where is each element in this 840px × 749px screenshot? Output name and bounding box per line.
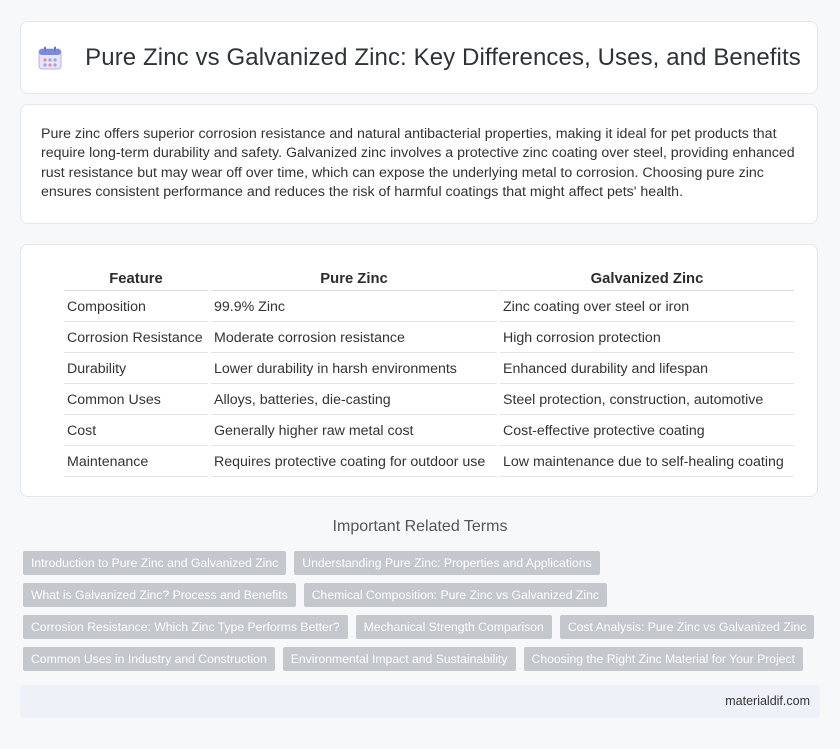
table-row bbox=[64, 324, 794, 353]
table-row bbox=[64, 448, 794, 477]
feature-cell: Durability bbox=[64, 355, 208, 384]
feature-cell: Composition bbox=[64, 293, 208, 322]
related-term-link[interactable]: Environmental Impact and Sustainability bbox=[283, 647, 516, 671]
pure-zinc-cell: Moderate corrosion resistance bbox=[211, 324, 497, 353]
related-term-link[interactable]: Cost Analysis: Pure Zinc vs Galvanized Zinc bbox=[560, 615, 814, 639]
pure-zinc-cell: Alloys, batteries, die-casting bbox=[211, 386, 497, 415]
tag-row bbox=[23, 551, 803, 575]
galvanized-zinc-cell: High corrosion protection bbox=[500, 324, 794, 353]
intro-paragraph: Pure zinc offers superior corrosion resistance and natural antibacterial properties, making it ideal for pet products that require long-term durability and safety. Galvanized zinc involves a protective zinc coating over steel, providing enhanced rust resistance but may wear off over time, which can expose the underlying metal to corrosion. Choosing pure zinc ensures consistent performance and reduces the risk of harmful coatings that might affect pets' health. bbox=[41, 126, 795, 200]
related-term-link[interactable]: Mechanical Strength Comparison bbox=[356, 615, 552, 639]
pure-zinc-cell: 99.9% Zinc bbox=[211, 293, 497, 322]
header-galvanized-zinc: Galvanized Zinc bbox=[500, 267, 794, 291]
related-term-link[interactable]: Understanding Pure Zinc: Properties and Applications bbox=[294, 551, 599, 575]
comparison-card bbox=[20, 244, 818, 497]
pure-zinc-cell: Requires protective coating for outdoor use bbox=[211, 448, 497, 477]
related-term-link[interactable]: Introduction to Pure Zinc and Galvanized Zinc bbox=[23, 551, 286, 575]
table-header-row bbox=[64, 267, 794, 291]
related-term-link[interactable]: Chemical Composition: Pure Zinc vs Galvanized Zinc bbox=[304, 583, 607, 607]
galvanized-zinc-cell: Zinc coating over steel or iron bbox=[500, 293, 794, 322]
galvanized-zinc-cell: Cost-effective protective coating bbox=[500, 417, 794, 446]
related-term-link[interactable]: Common Uses in Industry and Construction bbox=[23, 647, 275, 671]
title-card bbox=[20, 21, 818, 94]
pure-zinc-cell: Lower durability in harsh environments bbox=[211, 355, 497, 384]
intro-card bbox=[20, 104, 818, 224]
related-terms-title: Important Related Terms bbox=[332, 518, 508, 535]
feature-cell: Cost bbox=[64, 417, 208, 446]
table-row bbox=[64, 355, 794, 384]
feature-cell: Corrosion Resistance bbox=[64, 324, 208, 353]
pure-zinc-cell: Generally higher raw metal cost bbox=[211, 417, 497, 446]
related-term-link[interactable]: Choosing the Right Zinc Material for Your Project bbox=[524, 647, 804, 671]
table-row bbox=[64, 386, 794, 415]
related-terms-list bbox=[23, 551, 807, 679]
footer bbox=[20, 685, 820, 718]
table-row bbox=[64, 417, 794, 446]
related-term-link[interactable]: What is Galvanized Zinc? Process and Benefits bbox=[23, 583, 296, 607]
related-term-link[interactable]: Corrosion Resistance: Which Zinc Type Performs Better? bbox=[23, 615, 348, 639]
feature-cell: Common Uses bbox=[64, 386, 208, 415]
page-title: Pure Zinc vs Galvanized Zinc: Key Differences, Uses, and Benefits bbox=[85, 43, 801, 71]
comparison-table bbox=[61, 265, 797, 479]
tag-row bbox=[23, 615, 807, 639]
feature-cell: Maintenance bbox=[64, 448, 208, 477]
calendar-icon bbox=[37, 45, 63, 71]
galvanized-zinc-cell: Steel protection, construction, automotive bbox=[500, 386, 794, 415]
galvanized-zinc-cell: Low maintenance due to self-healing coating bbox=[500, 448, 794, 477]
header-feature: Feature bbox=[64, 267, 208, 291]
header-pure-zinc: Pure Zinc bbox=[211, 267, 497, 291]
tag-row bbox=[23, 583, 803, 607]
table-row bbox=[64, 293, 794, 322]
site-name[interactable]: materialdif.com bbox=[725, 694, 810, 708]
galvanized-zinc-cell: Enhanced durability and lifespan bbox=[500, 355, 794, 384]
tag-row bbox=[23, 647, 803, 671]
